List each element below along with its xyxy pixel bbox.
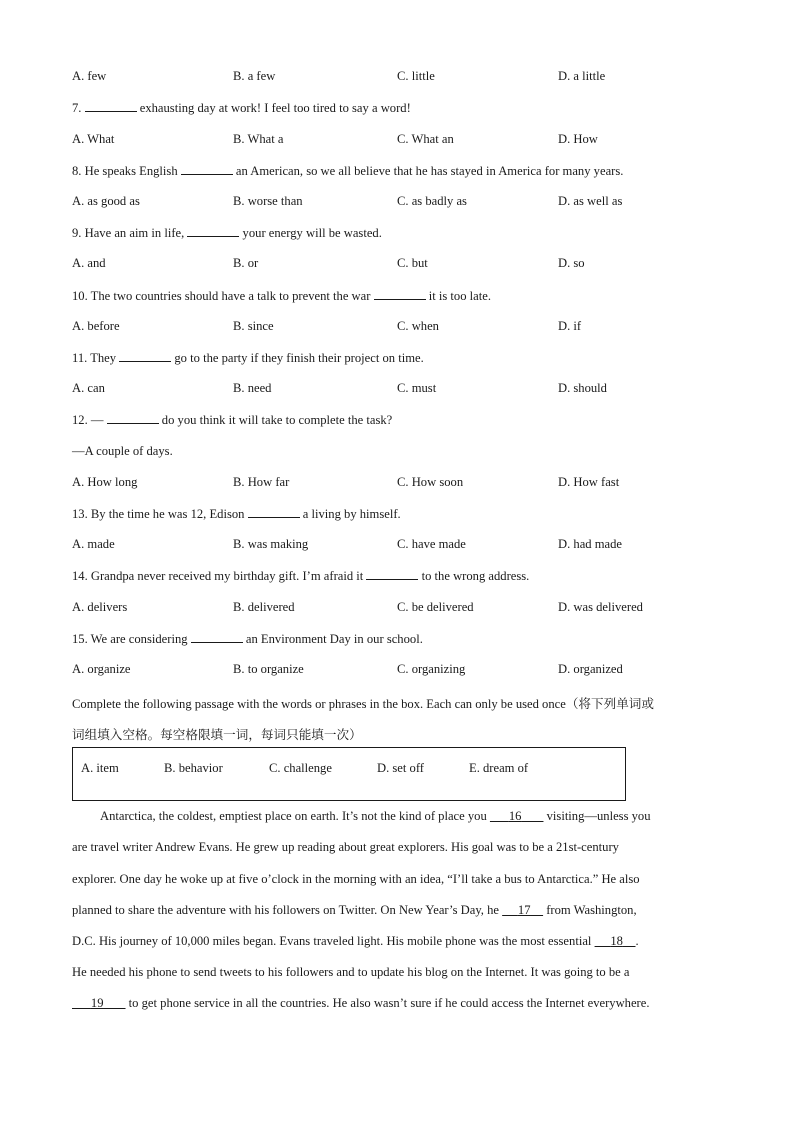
passage-line — [72, 996, 722, 1011]
options-q14 — [72, 600, 722, 618]
options-q8 — [72, 194, 722, 212]
passage-text: . — [635, 934, 639, 948]
answer-blank — [248, 506, 300, 518]
question-11 — [72, 350, 424, 366]
option-a: A. few — [72, 69, 107, 83]
blank-number: 16 — [508, 809, 522, 823]
option-d: D. so — [558, 256, 585, 270]
option-b: B. to organize — [233, 662, 304, 676]
question-stem: 10. The two countries should have a talk to prevent the war — [72, 289, 374, 303]
passage-line: are travel writer Andrew Evans. He grew up reading about great explorers. His goal was to be a 21st-century — [72, 840, 619, 854]
option-d: D. How fast — [558, 475, 620, 489]
question-stem: an Environment Day in our school. — [242, 632, 423, 646]
option-d: D. was delivered — [558, 600, 643, 614]
question-stem: a living by himself. — [299, 507, 401, 521]
answer-blank — [107, 412, 159, 424]
options-q10 — [72, 319, 722, 337]
option-a: A. before — [72, 319, 120, 333]
options-q13 — [72, 537, 722, 555]
option-c: C. when — [397, 319, 439, 333]
question-9 — [72, 225, 382, 241]
passage-text: D.C. His journey of 10,000 miles began. Evans traveled light. His mobile phone was the most essential — [72, 934, 595, 948]
options-q12 — [72, 475, 722, 493]
answer-blank — [187, 225, 239, 237]
section-instruction-cont: 词组填入空格。每空格限填一词，每词只能填一次） — [72, 728, 362, 742]
passage-line — [72, 934, 722, 949]
word-box — [72, 747, 626, 801]
blank-number: 19 — [90, 996, 104, 1010]
option-c: C. be delivered — [397, 600, 474, 614]
question-8 — [72, 163, 623, 179]
option-d: D. a little — [558, 69, 606, 83]
question-stem: 14. Grandpa never received my birthday gift. I’m afraid it — [72, 569, 367, 583]
dialogue-answer-line: —A couple of days. — [72, 444, 173, 458]
option-a: A. can — [72, 381, 105, 395]
question-stem: 9. Have an aim in life, — [72, 226, 188, 240]
option-a: A. delivers — [72, 600, 128, 614]
option-b: B. or — [233, 256, 259, 270]
question-12 — [72, 412, 392, 428]
question-14 — [72, 568, 529, 584]
option-b: B. What a — [233, 132, 284, 146]
option-b: B. need — [233, 381, 272, 395]
option-d: D. if — [558, 319, 582, 333]
option-d: D. had made — [558, 537, 622, 551]
option-c: C. What an — [397, 132, 454, 146]
options-q15 — [72, 662, 722, 680]
option-b: B. since — [233, 319, 274, 333]
passage-line: He needed his phone to send tweets to his followers and to update his blog on the Internet. It was going to be a — [72, 965, 630, 979]
section-instruction: Complete the following passage with the words or phrases in the box. Each can only be used once（将下列单词或 — [72, 697, 654, 711]
passage-text: planned to share the adventure with his followers on Twitter. On New Year’s Day, he — [72, 903, 503, 917]
option-a: A. What — [72, 132, 115, 146]
option-b: B. delivered — [233, 600, 295, 614]
answer-blank — [181, 163, 233, 175]
option-d: D. organized — [558, 662, 623, 676]
passage-line — [100, 809, 750, 824]
question-stem: an American, so we all believe that he has stayed in America for many years. — [232, 164, 624, 178]
option-d: D. should — [558, 381, 607, 395]
option-a: A. organize — [72, 662, 131, 676]
question-10 — [72, 288, 491, 304]
question-stem: 12. — — [72, 413, 107, 427]
question-stem: 15. We are considering — [72, 632, 191, 646]
passage-text: from Washington, — [543, 903, 637, 917]
question-stem: 8. He speaks English — [72, 164, 181, 178]
passage-line: explorer. One day he woke up at five o’clock in the morning with an idea, “I’ll take a bus to Antarctica.” He also — [72, 872, 640, 886]
question-7 — [72, 100, 411, 116]
passage-text: to get phone service in all the countries. He also wasn’t sure if he could access the Internet everywhere. — [125, 996, 650, 1010]
answer-blank — [374, 288, 426, 300]
options-q9 — [72, 256, 722, 274]
passage-text: visiting—unless you — [543, 809, 651, 823]
passage-blank-19 — [72, 996, 126, 1010]
passage-blank-16 — [490, 809, 544, 823]
option-c: C. as badly as — [397, 194, 467, 208]
passage-blank-18 — [595, 934, 636, 948]
word-option-b: B. behavior — [164, 761, 223, 775]
option-b: B. worse than — [233, 194, 303, 208]
options-q11 — [72, 381, 722, 399]
option-c: C. little — [397, 69, 435, 83]
word-option-e: E. dream of — [469, 761, 529, 775]
word-option-d: D. set off — [377, 761, 424, 775]
question-13 — [72, 506, 401, 522]
option-b: B. was making — [233, 537, 309, 551]
question-stem: do you think it will take to complete the task? — [158, 413, 393, 427]
option-c: C. organizing — [397, 662, 466, 676]
option-a: A. and — [72, 256, 106, 270]
word-option-c: C. challenge — [269, 761, 332, 775]
question-stem: 13. By the time he was 12, Edison — [72, 507, 248, 521]
option-a: A. How long — [72, 475, 138, 489]
question-stem: your energy will be wasted. — [239, 226, 382, 240]
option-d: D. How — [558, 132, 598, 146]
question-stem: 7. — [72, 101, 85, 115]
option-a: A. as good as — [72, 194, 140, 208]
question-stem: 11. They — [72, 351, 120, 365]
passage-line — [72, 903, 722, 918]
blank-number: 17 — [517, 903, 531, 917]
answer-blank — [85, 100, 137, 112]
option-b: B. How far — [233, 475, 290, 489]
option-c: C. have made — [397, 537, 466, 551]
option-b: B. a few — [233, 69, 276, 83]
answer-blank — [366, 568, 418, 580]
question-15 — [72, 631, 423, 647]
question-stem: to the wrong address. — [418, 569, 530, 583]
option-c: C. How soon — [397, 475, 464, 489]
question-stem: exhausting day at work! I feel too tired to say a word! — [136, 101, 411, 115]
option-c: C. must — [397, 381, 437, 395]
option-d: D. as well as — [558, 194, 623, 208]
blank-number: 18 — [610, 934, 623, 948]
answer-blank — [119, 350, 171, 362]
answer-blank — [191, 631, 243, 643]
question-stem: go to the party if they finish their project on time. — [171, 351, 424, 365]
option-a: A. made — [72, 537, 115, 551]
options-q6 — [72, 69, 722, 87]
passage-text: Antarctica, the coldest, emptiest place on earth. It’s not the kind of place you — [100, 809, 490, 823]
question-stem: it is too late. — [425, 289, 492, 303]
word-option-a: A. item — [81, 761, 119, 775]
option-c: C. but — [397, 256, 428, 270]
options-q7 — [72, 132, 722, 150]
passage-blank-17 — [502, 903, 543, 917]
